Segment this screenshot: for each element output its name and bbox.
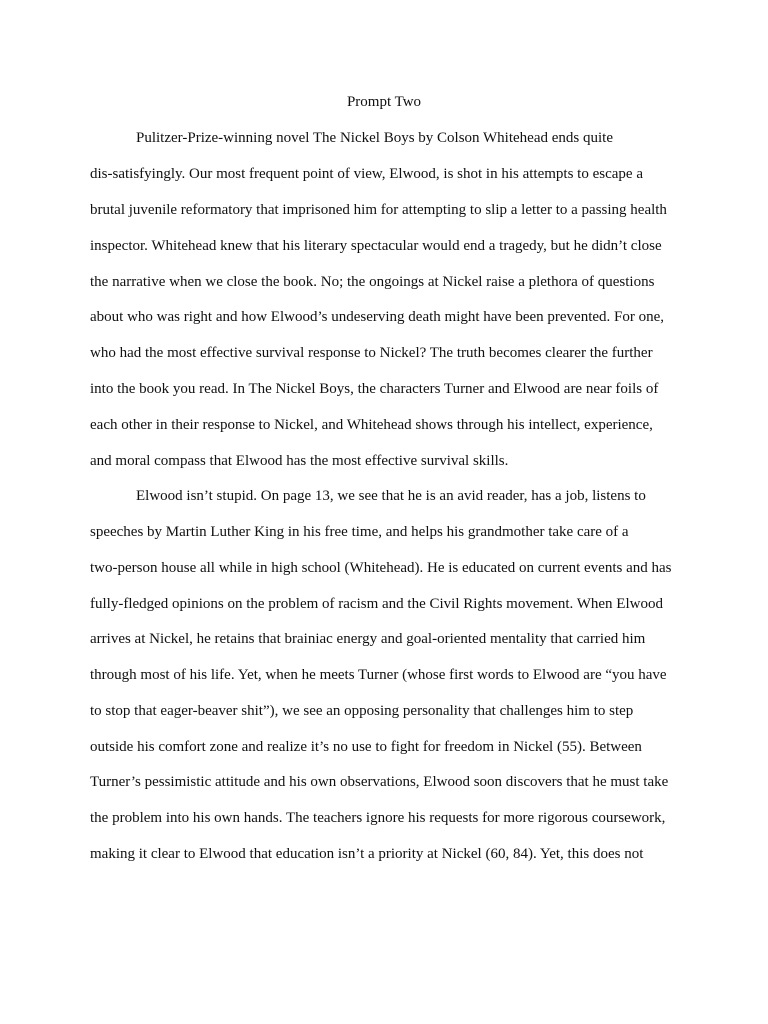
- text-line: who had the most effective survival response to Nickel? The truth becomes clearer the further: [90, 345, 653, 361]
- text-line: speeches by Martin Luther King in his free time, and helps his grandmother take care of a: [90, 524, 629, 540]
- text-line: arrives at Nickel, he retains that brainiac energy and goal-oriented mentality that carried him: [90, 631, 646, 647]
- text-line: two-person house all while in high school (Whitehead). He is educated on current events and has: [90, 560, 672, 576]
- text-line: inspector. Whitehead knew that his literary spectacular would end a tragedy, but he didn’t close: [90, 238, 662, 254]
- text-line: outside his comfort zone and realize it’s no use to fight for freedom in Nickel (55). Between: [90, 739, 642, 755]
- text-line: the problem into his own hands. The teachers ignore his requests for more rigorous coursework,: [90, 810, 666, 826]
- text-line: fully-fledged opinions on the problem of racism and the Civil Rights movement. When Elwood: [90, 596, 663, 612]
- text-line: through most of his life. Yet, when he meets Turner (whose first words to Elwood are “you have: [90, 667, 667, 683]
- text-line: Elwood isn’t stupid. On page 13, we see that he is an avid reader, has a job, listens to: [136, 488, 646, 504]
- text-line: making it clear to Elwood that education isn’t a priority at Nickel (60, 84). Yet, this does not: [90, 846, 644, 862]
- text-line: and moral compass that Elwood has the most effective survival skills.: [90, 453, 509, 469]
- text-line: the narrative when we close the book. No; the ongoings at Nickel raise a plethora of questions: [90, 274, 655, 290]
- text-line: about who was right and how Elwood’s undeserving death might have been prevented. For one,: [90, 309, 665, 325]
- text-line: each other in their response to Nickel, and Whitehead shows through his intellect, experience,: [90, 417, 653, 433]
- text-line: Pulitzer-Prize-winning novel The Nickel Boys by Colson Whitehead ends quite: [136, 130, 613, 146]
- text-line: dis-satisfyingly. Our most frequent point of view, Elwood, is shot in his attempts to escape a: [90, 166, 643, 182]
- page-title: Prompt Two: [346, 94, 422, 110]
- text-line: brutal juvenile reformatory that imprisoned him for attempting to slip a letter to a passing health: [90, 202, 667, 218]
- text-line: to stop that eager-beaver shit”), we see an opposing personality that challenges him to step: [90, 703, 634, 719]
- text-line: Turner’s pessimistic attitude and his own observations, Elwood soon discovers that he must take: [90, 774, 669, 790]
- text-line: into the book you read. In The Nickel Boys, the characters Turner and Elwood are near foils of: [90, 381, 659, 397]
